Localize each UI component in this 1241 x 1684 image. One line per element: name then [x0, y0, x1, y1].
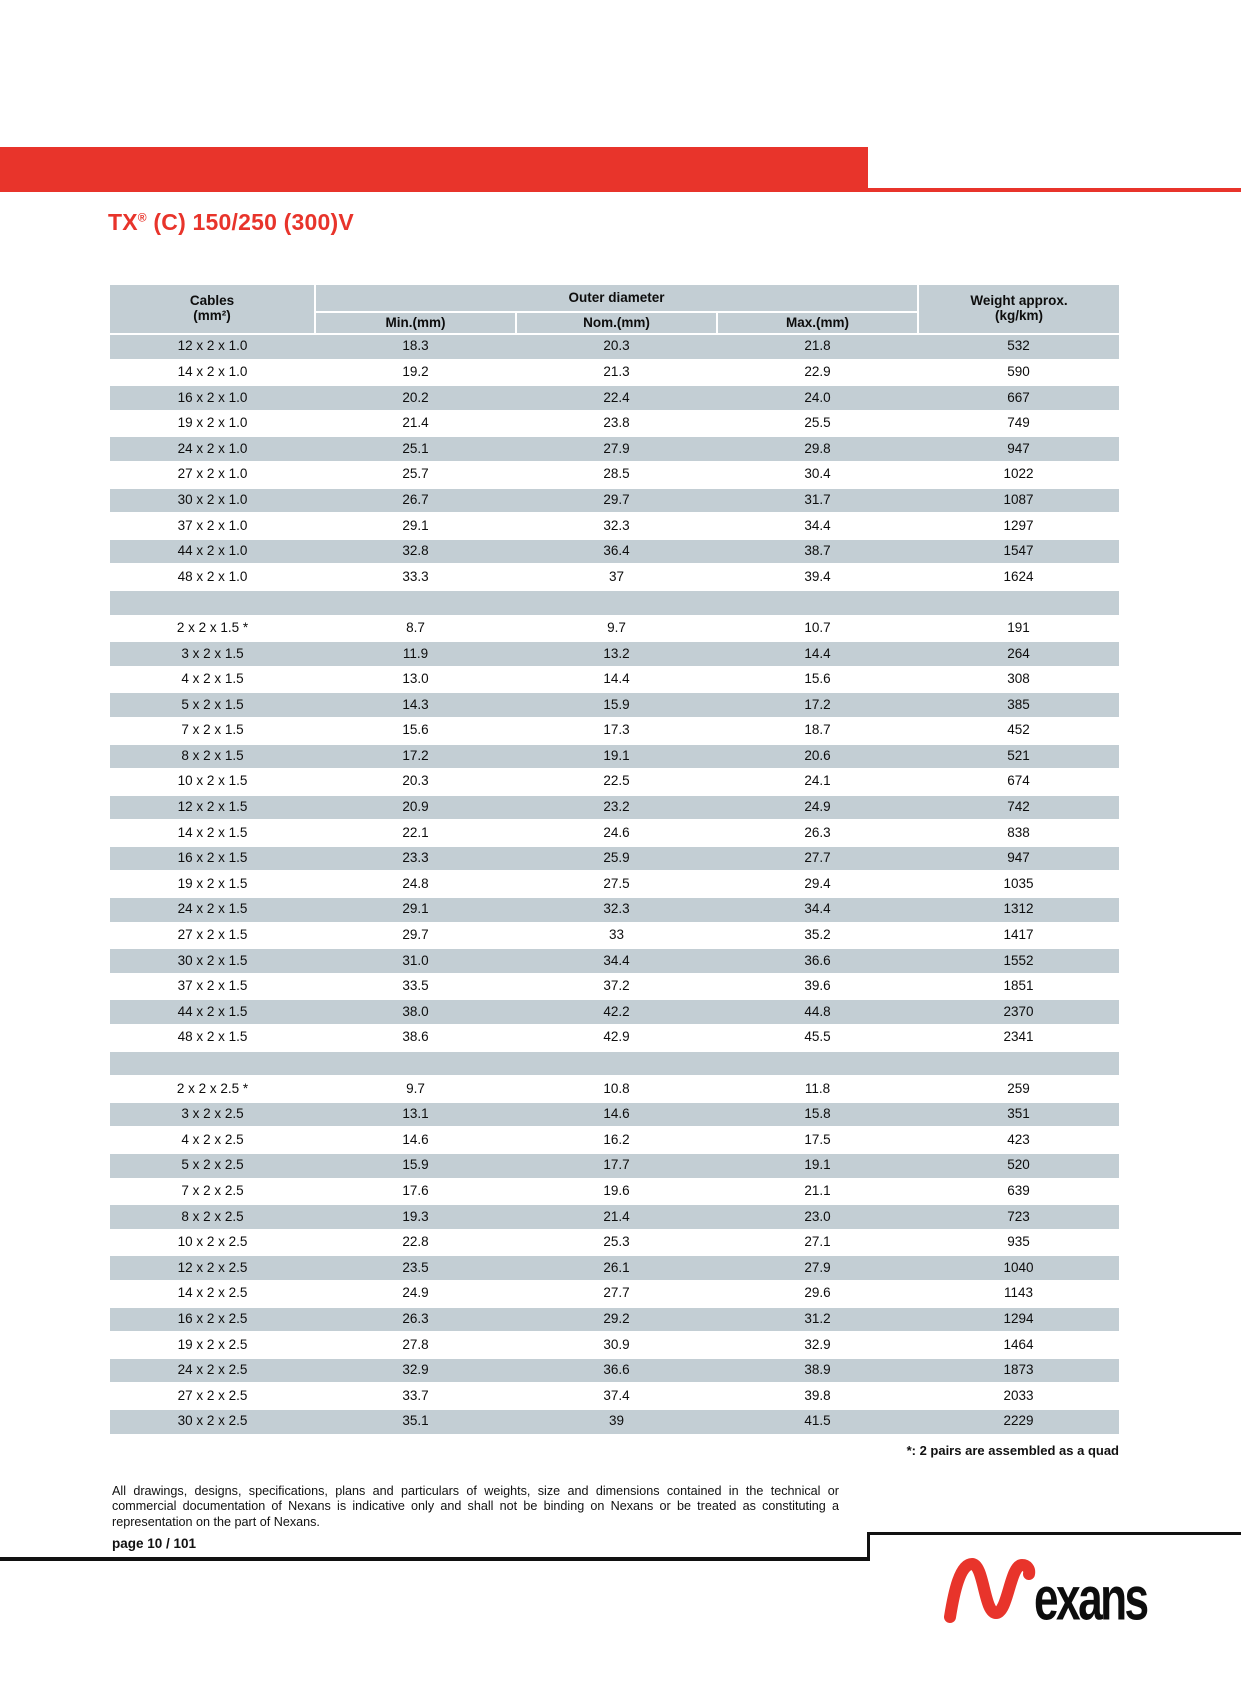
- title-registered-mark: ®: [137, 210, 147, 225]
- table-row: [110, 1332, 1119, 1358]
- table-row: [110, 871, 1119, 897]
- weight-cell: 1417: [918, 923, 1119, 949]
- cables-cell: 24 x 2 x 1.5: [110, 897, 315, 923]
- header-cables-label: Cables: [189, 293, 235, 309]
- min-cell: 14.3: [315, 692, 516, 718]
- min-cell: 23.3: [315, 846, 516, 872]
- spec-table: [110, 285, 1119, 1436]
- max-cell: 21.1: [717, 1179, 918, 1205]
- max-cell: 21.8: [717, 334, 918, 360]
- weight-cell: 2229: [918, 1409, 1119, 1435]
- max-cell: 27.1: [717, 1230, 918, 1256]
- table-row: [110, 1307, 1119, 1333]
- weight-cell: 1143: [918, 1281, 1119, 1307]
- weight-cell: 947: [918, 436, 1119, 462]
- max-cell: 45.5: [717, 1025, 918, 1051]
- nom-cell: 34.4: [516, 948, 717, 974]
- cables-cell: 4 x 2 x 1.5: [110, 667, 315, 693]
- cables-cell: 8 x 2 x 1.5: [110, 744, 315, 770]
- cables-cell: 5 x 2 x 1.5: [110, 692, 315, 718]
- min-cell: 24.8: [315, 871, 516, 897]
- nom-cell: 22.5: [516, 769, 717, 795]
- max-cell: 31.2: [717, 1307, 918, 1333]
- min-cell: 15.6: [315, 718, 516, 744]
- cables-cell: 5 x 2 x 2.5: [110, 1153, 315, 1179]
- cables-cell: 12 x 2 x 2.5: [110, 1255, 315, 1281]
- max-cell: 29.8: [717, 436, 918, 462]
- min-cell: 27.8: [315, 1332, 516, 1358]
- weight-cell: 1022: [918, 462, 1119, 488]
- weight-cell: 521: [918, 744, 1119, 770]
- max-cell: 14.4: [717, 641, 918, 667]
- max-cell: 27.9: [717, 1255, 918, 1281]
- max-cell: 22.9: [717, 360, 918, 386]
- weight-cell: 590: [918, 360, 1119, 386]
- nom-cell: 37.4: [516, 1383, 717, 1409]
- weight-cell: 308: [918, 667, 1119, 693]
- nom-cell: 24.6: [516, 820, 717, 846]
- nom-cell: 25.9: [516, 846, 717, 872]
- weight-cell: 2341: [918, 1025, 1119, 1051]
- table-row: [110, 846, 1119, 872]
- min-cell: 21.4: [315, 411, 516, 437]
- nexans-logo-text: exans: [1034, 1565, 1147, 1634]
- nom-cell: 37: [516, 564, 717, 590]
- max-cell: 11.8: [717, 1076, 918, 1102]
- max-cell: 34.4: [717, 897, 918, 923]
- weight-cell: 723: [918, 1204, 1119, 1230]
- weight-cell: 351: [918, 1102, 1119, 1128]
- min-cell: 20.2: [315, 385, 516, 411]
- weight-cell: 520: [918, 1153, 1119, 1179]
- min-cell: 19.2: [315, 360, 516, 386]
- min-cell: 25.7: [315, 462, 516, 488]
- footnote: *: 2 pairs are assembled as a quad: [906, 1443, 1119, 1458]
- nom-cell: 28.5: [516, 462, 717, 488]
- cables-cell: 27 x 2 x 1.5: [110, 923, 315, 949]
- table-row: [110, 820, 1119, 846]
- table-row: [110, 897, 1119, 923]
- max-cell: 26.3: [717, 820, 918, 846]
- table-row: [110, 974, 1119, 1000]
- max-cell: 44.8: [717, 999, 918, 1025]
- weight-cell: 1087: [918, 488, 1119, 514]
- weight-cell: 1851: [918, 974, 1119, 1000]
- nom-cell: 16.2: [516, 1127, 717, 1153]
- cables-cell: 44 x 2 x 1.5: [110, 999, 315, 1025]
- cables-cell: 14 x 2 x 2.5: [110, 1281, 315, 1307]
- table-row: [110, 334, 1119, 360]
- table-row: [110, 1076, 1119, 1102]
- nom-cell: 36.4: [516, 539, 717, 565]
- min-cell: 23.5: [315, 1255, 516, 1281]
- nom-cell: 37.2: [516, 974, 717, 1000]
- nom-cell: 32.3: [516, 513, 717, 539]
- table-row: [110, 488, 1119, 514]
- weight-cell: 264: [918, 641, 1119, 667]
- footer-rule-thick: [0, 1557, 870, 1561]
- weight-cell: 1624: [918, 564, 1119, 590]
- min-cell: 22.8: [315, 1230, 516, 1256]
- nom-cell: 30.9: [516, 1332, 717, 1358]
- cables-cell: 30 x 2 x 1.0: [110, 488, 315, 514]
- header-red-rule: [0, 188, 1241, 192]
- nom-cell: 32.3: [516, 897, 717, 923]
- max-cell: 27.7: [717, 846, 918, 872]
- cables-cell: 12 x 2 x 1.5: [110, 795, 315, 821]
- min-cell: 32.9: [315, 1358, 516, 1384]
- weight-cell: 259: [918, 1076, 1119, 1102]
- weight-cell: 1547: [918, 539, 1119, 565]
- table-row: [110, 411, 1119, 437]
- nom-cell: 39: [516, 1409, 717, 1435]
- weight-cell: 947: [918, 846, 1119, 872]
- nom-cell: 21.4: [516, 1204, 717, 1230]
- nom-cell: 14.4: [516, 667, 717, 693]
- table-row: [110, 692, 1119, 718]
- nom-cell: 42.2: [516, 999, 717, 1025]
- max-cell: 32.9: [717, 1332, 918, 1358]
- header-weight-label: Weight approx.: [970, 293, 1068, 309]
- header-nom: Nom.(mm): [516, 312, 717, 334]
- min-cell: 18.3: [315, 334, 516, 360]
- nom-cell: 33: [516, 923, 717, 949]
- cables-cell: 27 x 2 x 1.0: [110, 462, 315, 488]
- weight-cell: 423: [918, 1127, 1119, 1153]
- nom-cell: 42.9: [516, 1025, 717, 1051]
- nom-cell: 13.2: [516, 641, 717, 667]
- cables-cell: 2 x 2 x 2.5 *: [110, 1076, 315, 1102]
- table-row: [110, 1409, 1119, 1435]
- max-cell: 23.0: [717, 1204, 918, 1230]
- max-cell: 25.5: [717, 411, 918, 437]
- min-cell: 32.8: [315, 539, 516, 565]
- max-cell: 29.6: [717, 1281, 918, 1307]
- nom-cell: 23.2: [516, 795, 717, 821]
- max-cell: 17.5: [717, 1127, 918, 1153]
- max-cell: 39.4: [717, 564, 918, 590]
- weight-cell: 1040: [918, 1255, 1119, 1281]
- page-title: [108, 209, 354, 236]
- max-cell: 35.2: [717, 923, 918, 949]
- table-row: [110, 1025, 1119, 1051]
- separator-cell: [110, 590, 1119, 616]
- title-prefix: TX: [108, 209, 138, 235]
- table-row: [110, 1230, 1119, 1256]
- table-row: [110, 641, 1119, 667]
- cables-cell: 19 x 2 x 2.5: [110, 1332, 315, 1358]
- spec-table-header: [110, 285, 1119, 334]
- min-cell: 17.2: [315, 744, 516, 770]
- min-cell: 15.9: [315, 1153, 516, 1179]
- weight-cell: 1312: [918, 897, 1119, 923]
- min-cell: 11.9: [315, 641, 516, 667]
- weight-cell: 452: [918, 718, 1119, 744]
- table-row: [110, 539, 1119, 565]
- nom-cell: 10.8: [516, 1076, 717, 1102]
- min-cell: 13.0: [315, 667, 516, 693]
- footer-rule-vertical: [867, 1532, 870, 1561]
- min-cell: 29.1: [315, 513, 516, 539]
- table-row: [110, 795, 1119, 821]
- header-cables-unit: (mm²): [193, 308, 231, 323]
- min-cell: 22.1: [315, 820, 516, 846]
- cables-cell: 19 x 2 x 1.0: [110, 411, 315, 437]
- nom-cell: 26.1: [516, 1255, 717, 1281]
- weight-cell: 639: [918, 1179, 1119, 1205]
- nom-cell: 23.8: [516, 411, 717, 437]
- table-row: [110, 667, 1119, 693]
- weight-cell: 667: [918, 385, 1119, 411]
- header-red-bar: [0, 147, 868, 188]
- nom-cell: 19.6: [516, 1179, 717, 1205]
- header-outer-diameter: Outer diameter: [315, 285, 918, 312]
- cables-cell: 14 x 2 x 1.0: [110, 360, 315, 386]
- nom-cell: 9.7: [516, 616, 717, 642]
- header-weight: [918, 285, 1119, 334]
- cables-cell: 14 x 2 x 1.5: [110, 820, 315, 846]
- cables-cell: 27 x 2 x 2.5: [110, 1383, 315, 1409]
- cables-cell: 16 x 2 x 1.5: [110, 846, 315, 872]
- table-row: [110, 1102, 1119, 1128]
- spec-table-body: [110, 334, 1119, 1435]
- cables-cell: 37 x 2 x 1.0: [110, 513, 315, 539]
- weight-cell: 1294: [918, 1307, 1119, 1333]
- table-row: [110, 744, 1119, 770]
- min-cell: 9.7: [315, 1076, 516, 1102]
- cables-cell: 3 x 2 x 2.5: [110, 1102, 315, 1128]
- footer-rule-thin: [867, 1532, 1241, 1535]
- table-row: [110, 1255, 1119, 1281]
- separator-row: [110, 590, 1119, 616]
- nom-cell: 36.6: [516, 1358, 717, 1384]
- title-suffix: (C) 150/250 (300)V: [146, 209, 354, 235]
- min-cell: 26.3: [315, 1307, 516, 1333]
- table-row: [110, 1153, 1119, 1179]
- table-row: [110, 1358, 1119, 1384]
- min-cell: 25.1: [315, 436, 516, 462]
- max-cell: 24.0: [717, 385, 918, 411]
- table-row: [110, 360, 1119, 386]
- nom-cell: 22.4: [516, 385, 717, 411]
- table-row: [110, 1281, 1119, 1307]
- table-row: [110, 769, 1119, 795]
- min-cell: 19.3: [315, 1204, 516, 1230]
- header-max: Max.(mm): [717, 312, 918, 334]
- weight-cell: 2033: [918, 1383, 1119, 1409]
- nom-cell: 25.3: [516, 1230, 717, 1256]
- cables-cell: 4 x 2 x 2.5: [110, 1127, 315, 1153]
- cables-cell: 24 x 2 x 1.0: [110, 436, 315, 462]
- nom-cell: 29.7: [516, 488, 717, 514]
- nom-cell: 17.3: [516, 718, 717, 744]
- max-cell: 10.7: [717, 616, 918, 642]
- cables-cell: 37 x 2 x 1.5: [110, 974, 315, 1000]
- max-cell: 39.8: [717, 1383, 918, 1409]
- weight-cell: 1552: [918, 948, 1119, 974]
- table-row: [110, 436, 1119, 462]
- table-row: [110, 999, 1119, 1025]
- min-cell: 38.0: [315, 999, 516, 1025]
- min-cell: 17.6: [315, 1179, 516, 1205]
- table-row: [110, 462, 1119, 488]
- max-cell: 38.7: [717, 539, 918, 565]
- cables-cell: 30 x 2 x 1.5: [110, 948, 315, 974]
- min-cell: 35.1: [315, 1409, 516, 1435]
- cables-cell: 24 x 2 x 2.5: [110, 1358, 315, 1384]
- weight-cell: 191: [918, 616, 1119, 642]
- nexans-logo: [944, 1556, 1166, 1634]
- cables-cell: 7 x 2 x 2.5: [110, 1179, 315, 1205]
- max-cell: 39.6: [717, 974, 918, 1000]
- nom-cell: 27.5: [516, 871, 717, 897]
- max-cell: 24.1: [717, 769, 918, 795]
- cables-cell: 19 x 2 x 1.5: [110, 871, 315, 897]
- max-cell: 17.2: [717, 692, 918, 718]
- weight-cell: 838: [918, 820, 1119, 846]
- max-cell: 31.7: [717, 488, 918, 514]
- page-number: page 10 / 101: [112, 1536, 197, 1551]
- cables-cell: 48 x 2 x 1.0: [110, 564, 315, 590]
- min-cell: 24.9: [315, 1281, 516, 1307]
- weight-cell: 2370: [918, 999, 1119, 1025]
- min-cell: 13.1: [315, 1102, 516, 1128]
- min-cell: 8.7: [315, 616, 516, 642]
- cables-cell: 16 x 2 x 1.0: [110, 385, 315, 411]
- cables-cell: 3 x 2 x 1.5: [110, 641, 315, 667]
- min-cell: 31.0: [315, 948, 516, 974]
- max-cell: 19.1: [717, 1153, 918, 1179]
- weight-cell: 1035: [918, 871, 1119, 897]
- cables-cell: 48 x 2 x 1.5: [110, 1025, 315, 1051]
- nom-cell: 29.2: [516, 1307, 717, 1333]
- weight-cell: 1297: [918, 513, 1119, 539]
- table-row: [110, 385, 1119, 411]
- min-cell: 33.5: [315, 974, 516, 1000]
- separator-cell: [110, 1051, 1119, 1077]
- min-cell: 38.6: [315, 1025, 516, 1051]
- weight-cell: 532: [918, 334, 1119, 360]
- table-row: [110, 718, 1119, 744]
- max-cell: 18.7: [717, 718, 918, 744]
- separator-row: [110, 1051, 1119, 1077]
- cables-cell: 12 x 2 x 1.0: [110, 334, 315, 360]
- max-cell: 36.6: [717, 948, 918, 974]
- weight-cell: 935: [918, 1230, 1119, 1256]
- nom-cell: 20.3: [516, 334, 717, 360]
- max-cell: 30.4: [717, 462, 918, 488]
- cables-cell: 7 x 2 x 1.5: [110, 718, 315, 744]
- nom-cell: 19.1: [516, 744, 717, 770]
- min-cell: 33.3: [315, 564, 516, 590]
- table-row: [110, 948, 1119, 974]
- weight-cell: 742: [918, 795, 1119, 821]
- cables-cell: 10 x 2 x 2.5: [110, 1230, 315, 1256]
- weight-cell: 674: [918, 769, 1119, 795]
- weight-cell: 1873: [918, 1358, 1119, 1384]
- nom-cell: 17.7: [516, 1153, 717, 1179]
- cables-cell: 16 x 2 x 2.5: [110, 1307, 315, 1333]
- max-cell: 15.8: [717, 1102, 918, 1128]
- max-cell: 34.4: [717, 513, 918, 539]
- nom-cell: 21.3: [516, 360, 717, 386]
- weight-cell: 749: [918, 411, 1119, 437]
- weight-cell: 385: [918, 692, 1119, 718]
- table-row: [110, 616, 1119, 642]
- min-cell: 14.6: [315, 1127, 516, 1153]
- table-row: [110, 1383, 1119, 1409]
- min-cell: 20.3: [315, 769, 516, 795]
- nexans-n-icon: [944, 1556, 1038, 1624]
- min-cell: 33.7: [315, 1383, 516, 1409]
- table-row: [110, 1204, 1119, 1230]
- max-cell: 38.9: [717, 1358, 918, 1384]
- header-weight-unit: (kg/km): [995, 308, 1044, 323]
- min-cell: 29.1: [315, 897, 516, 923]
- cables-cell: 44 x 2 x 1.0: [110, 539, 315, 565]
- max-cell: 24.9: [717, 795, 918, 821]
- nom-cell: 14.6: [516, 1102, 717, 1128]
- min-cell: 20.9: [315, 795, 516, 821]
- table-row: [110, 923, 1119, 949]
- min-cell: 29.7: [315, 923, 516, 949]
- nom-cell: 15.9: [516, 692, 717, 718]
- disclaimer-text: All drawings, designs, specifications, plans and particulars of weights, size and dimensions contained in the technical or commercial documentation of Nexans is indicative only and shall not be binding on Nexans or be treated as constituting a representation on the part of Nexans.: [112, 1484, 839, 1529]
- cables-cell: 8 x 2 x 2.5: [110, 1204, 315, 1230]
- min-cell: 26.7: [315, 488, 516, 514]
- header-cables: [110, 285, 315, 334]
- max-cell: 20.6: [717, 744, 918, 770]
- cables-cell: 30 x 2 x 2.5: [110, 1409, 315, 1435]
- max-cell: 41.5: [717, 1409, 918, 1435]
- table-row: [110, 1127, 1119, 1153]
- max-cell: 15.6: [717, 667, 918, 693]
- weight-cell: 1464: [918, 1332, 1119, 1358]
- table-row: [110, 1179, 1119, 1205]
- header-min: Min.(mm): [315, 312, 516, 334]
- table-row: [110, 513, 1119, 539]
- table-row: [110, 564, 1119, 590]
- max-cell: 29.4: [717, 871, 918, 897]
- cables-cell: 10 x 2 x 1.5: [110, 769, 315, 795]
- nom-cell: 27.9: [516, 436, 717, 462]
- cables-cell: 2 x 2 x 1.5 *: [110, 616, 315, 642]
- nom-cell: 27.7: [516, 1281, 717, 1307]
